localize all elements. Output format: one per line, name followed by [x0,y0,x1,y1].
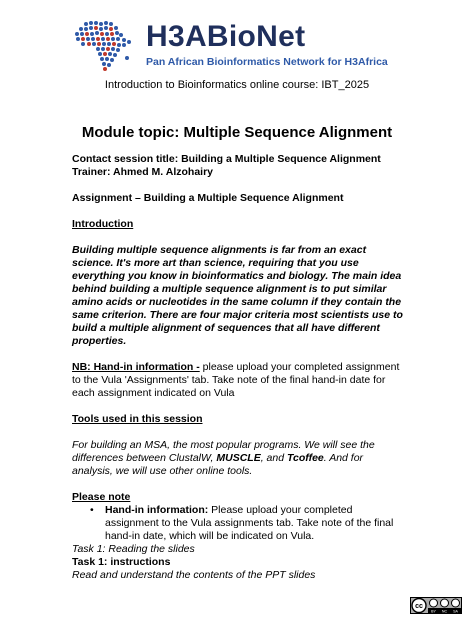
muscle-name: MUSCLE [216,452,261,464]
tools-text-1: For building an MSA, the most popular programs. We will see the differences between ClustalW, [72,439,375,464]
task1-instructions-label: Task 1: instructions [72,556,171,568]
bullet-icon: • [90,504,94,516]
logo-subtitle: Pan African Bioinformatics Network for H3Africa [146,56,388,68]
nb-label: NB: Hand-in information - [72,361,200,373]
contact-session-title: Contact session title: Building a Multiple Sequence Alignment [72,153,381,165]
task1-instructions: Read and understand the contents of the PPT slides [72,569,316,581]
license-icon-label: SA [453,609,458,614]
nb-text: please upload your completed assignment to the Vula 'Assignments' tab. Take note of the final hand-in date for each assignment indicated on Vula [72,361,400,399]
tools-text-3: . And for analysis, we will use other online tools. [72,452,364,477]
license-icon-label: NC [441,609,448,614]
tools-text [72,439,404,478]
tools-text-2: , and [260,452,287,464]
trainer: Trainer: Ahmed M. Alzohairy [72,166,213,178]
introduction-text: Building multiple sequence alignments is far from an exact science. It's more art than science, requiring that you use everything you know in bioinformatics and biology. The main idea behind building a multiple sequence alignment is to put similar amino acids or nucleotides in the same column if they contain the same criterion. There are four major criteria most scientists use to build a multiple alignment of sequences that all have different properties. [72,244,403,347]
h3abionet-logo [72,18,402,74]
task1-title: Task 1: Reading the slides [72,543,195,555]
africa-map-icon [72,18,138,74]
bullet-label: Hand-in information: [105,504,209,516]
course-title: Introduction to Bioinformatics online course: IBT_2025 [104,79,370,91]
list-item [72,504,404,543]
module-title: Module topic: Multiple Sequence Alignment [81,124,393,141]
assignment-heading: Assignment – Building a Multiple Sequence Alignment [72,192,344,204]
logo-title: H3ABioNet [146,20,306,53]
tools-heading: Tools used in this session [72,413,203,425]
nb-paragraph [72,361,404,400]
bullet-text: Please upload your completed assignment to the Vula assignments tab. Take note of the final hand-in date, which will be indicated on Vula. [105,504,394,542]
cc-label: cc [415,603,423,611]
tcoffee-name: Tcoffee [286,452,324,464]
document-body [72,153,404,582]
license-icon-label: BY [431,609,436,614]
introduction-heading: Introduction [72,218,134,230]
cc-license-icon [410,597,462,614]
please-note-heading: Please note [72,491,131,503]
